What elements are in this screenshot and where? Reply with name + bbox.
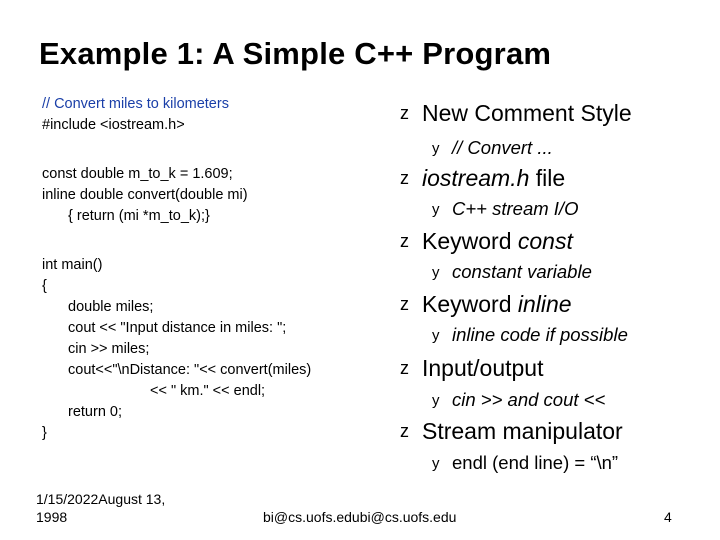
- bullet-mark-icon: z: [400, 103, 409, 123]
- slide-title: Example 1: A Simple C++ Program: [39, 36, 552, 71]
- bullet-mark-icon: z: [400, 294, 409, 314]
- code-line-inline-signature: inline double convert(double mi): [42, 187, 248, 203]
- code-line-return: return 0;: [68, 404, 122, 420]
- code-block-definitions: [42, 164, 248, 227]
- bullet-mark-icon: z: [400, 421, 409, 441]
- subbullet-mark-icon: y: [432, 263, 440, 281]
- bullet-label-italic: inline: [517, 291, 572, 317]
- footer-date-line2: 1998: [36, 509, 68, 525]
- bullet-mark-icon: z: [400, 358, 409, 378]
- subbullet-mark-icon: y: [432, 139, 440, 157]
- bullet-input-output: [400, 355, 544, 382]
- code-line-open-brace: {: [42, 278, 47, 294]
- bullet-keyword-const: [400, 228, 573, 255]
- subbullet-constant-variable: [432, 261, 592, 283]
- code-line-main-signature: int main(): [42, 257, 103, 273]
- bullet-comment-style: [400, 100, 632, 127]
- code-line-include: #include <iostream.h>: [42, 117, 185, 133]
- code-line-cout-prompt: cout << "Input distance in miles: ";: [68, 320, 287, 336]
- bullet-label-italic: const: [517, 228, 573, 254]
- footer-date: [36, 490, 165, 526]
- subbullet-inline-code: [432, 324, 628, 346]
- subbullet-mark-icon: y: [432, 326, 440, 344]
- subbullet-label: cin >> and cout <<: [452, 389, 606, 410]
- subbullet-comment-example: [432, 137, 553, 159]
- subbullet-cin-cout: [432, 389, 605, 411]
- code-line-const: const double m_to_k = 1.609;: [42, 166, 233, 182]
- code-line-inline-body: { return (mi *m_to_k);}: [68, 208, 210, 224]
- subbullet-label: inline code if possible: [452, 324, 628, 345]
- bullet-stream-manipulator: [400, 418, 623, 445]
- footer-date-line1: 1/15/2022August 13,: [36, 491, 166, 507]
- code-line-comment: // Convert miles to kilometers: [42, 96, 229, 112]
- bullet-iostream: [400, 165, 565, 192]
- subbullet-mark-icon: y: [432, 454, 440, 472]
- footer-email: bi@cs.uofs.edubi@cs.uofs.edu: [263, 509, 457, 525]
- subbullet-label: endl (end line) = “\n”: [452, 452, 619, 473]
- subbullet-mark-icon: y: [432, 200, 440, 218]
- subbullet-endl: [432, 452, 618, 474]
- subbullet-label: constant variable: [452, 261, 592, 282]
- code-line-declare-miles: double miles;: [68, 299, 154, 315]
- code-block-includes: [42, 94, 229, 136]
- subbullet-label: // Convert ...: [452, 137, 553, 158]
- bullet-label: Stream manipulator: [422, 418, 623, 444]
- bullet-label: Keyword: [422, 291, 518, 317]
- bullet-mark-icon: z: [400, 168, 409, 188]
- subbullet-label: C++ stream I/O: [452, 198, 579, 219]
- bullet-label: Input/output: [422, 355, 544, 381]
- bullet-mark-icon: z: [400, 231, 409, 251]
- bullet-label: Keyword: [422, 228, 518, 254]
- bullet-label: file: [529, 165, 566, 191]
- subbullet-stream-io: [432, 198, 578, 220]
- bullet-keyword-inline: [400, 291, 572, 318]
- bullet-label: New Comment Style: [422, 100, 632, 126]
- code-block-main: [42, 255, 311, 444]
- subbullet-mark-icon: y: [432, 391, 440, 409]
- code-line-close-brace: }: [42, 425, 47, 441]
- code-line-cout-distance: cout<<"\nDistance: "<< convert(miles): [68, 362, 312, 378]
- code-line-cout-km: << " km." << endl;: [150, 383, 266, 399]
- bullet-label-italic: iostream.h: [422, 165, 530, 191]
- code-line-cin: cin >> miles;: [68, 341, 150, 357]
- footer-page-number: 4: [664, 509, 672, 525]
